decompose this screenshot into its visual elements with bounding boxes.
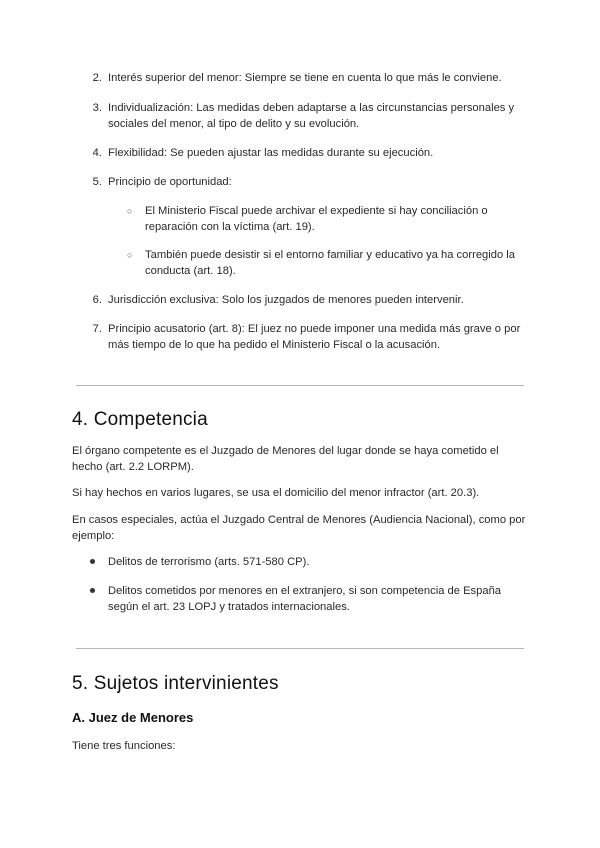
bullet-icon <box>90 559 95 564</box>
hollow-bullet-icon: ○ <box>127 206 133 216</box>
sublist-text: También puede desistir si el entorno familiar y educativo ya ha corregido la conducta (art. 18). <box>145 249 516 277</box>
bullet-text: Delitos de terrorismo (arts. 571-580 CP). <box>108 556 310 568</box>
list-number: 4. <box>92 147 102 159</box>
paragraph: En casos especiales, actúa el Juzgado Central de Menores (Audiencia Nacional), como por ejemplo: <box>72 514 526 542</box>
sublist-text: El Ministerio Fiscal puede archivar el expediente si hay conciliación o reparación con la víctima (art. 19). <box>145 205 488 233</box>
list-text: Principio acusatorio (art. 8): El juez no puede imponer una medida más grave o por más tiempo de lo que ha pedido el Ministerio Fiscal o la acusación. <box>108 323 521 351</box>
list-text: Principio de oportunidad: <box>108 176 232 188</box>
list-text: Interés superior del menor: Siempre se tiene en cuenta lo que más le conviene. <box>108 72 502 84</box>
bullet-icon <box>90 588 95 593</box>
list-number: 3. <box>92 102 102 114</box>
subsection-heading: A. Juez de Menores <box>72 710 194 725</box>
section-heading-sujetos: 5. Sujetos intervinientes <box>72 673 279 694</box>
list-number: 6. <box>92 294 102 306</box>
bullet-text: Delitos cometidos por menores en el extranjero, si son competencia de España según el art. 23 LOPJ y tratados internacionales. <box>108 585 502 613</box>
list-number: 7. <box>92 323 102 335</box>
paragraph: Tiene tres funciones: <box>72 740 176 752</box>
horizontal-divider <box>76 385 524 386</box>
horizontal-divider <box>76 648 524 649</box>
list-number: 2. <box>92 72 102 84</box>
list-text: Jurisdicción exclusiva: Solo los juzgados de menores pueden intervenir. <box>108 294 464 306</box>
list-text: Flexibilidad: Se pueden ajustar las medidas durante su ejecución. <box>108 147 434 159</box>
hollow-bullet-icon: ○ <box>127 250 133 260</box>
list-number: 5. <box>92 176 102 188</box>
section-heading-competencia: 4. Competencia <box>72 409 208 430</box>
paragraph: El órgano competente es el Juzgado de Menores del lugar donde se haya cometido el hecho (art. 2.2 LORPM). <box>72 445 499 473</box>
paragraph: Si hay hechos en varios lugares, se usa el domicilio del menor infractor (art. 20.3). <box>72 487 480 499</box>
list-text: Individualización: Las medidas deben adaptarse a las circunstancias personales y sociales del menor, al tipo de delito y su evolución. <box>108 102 515 130</box>
